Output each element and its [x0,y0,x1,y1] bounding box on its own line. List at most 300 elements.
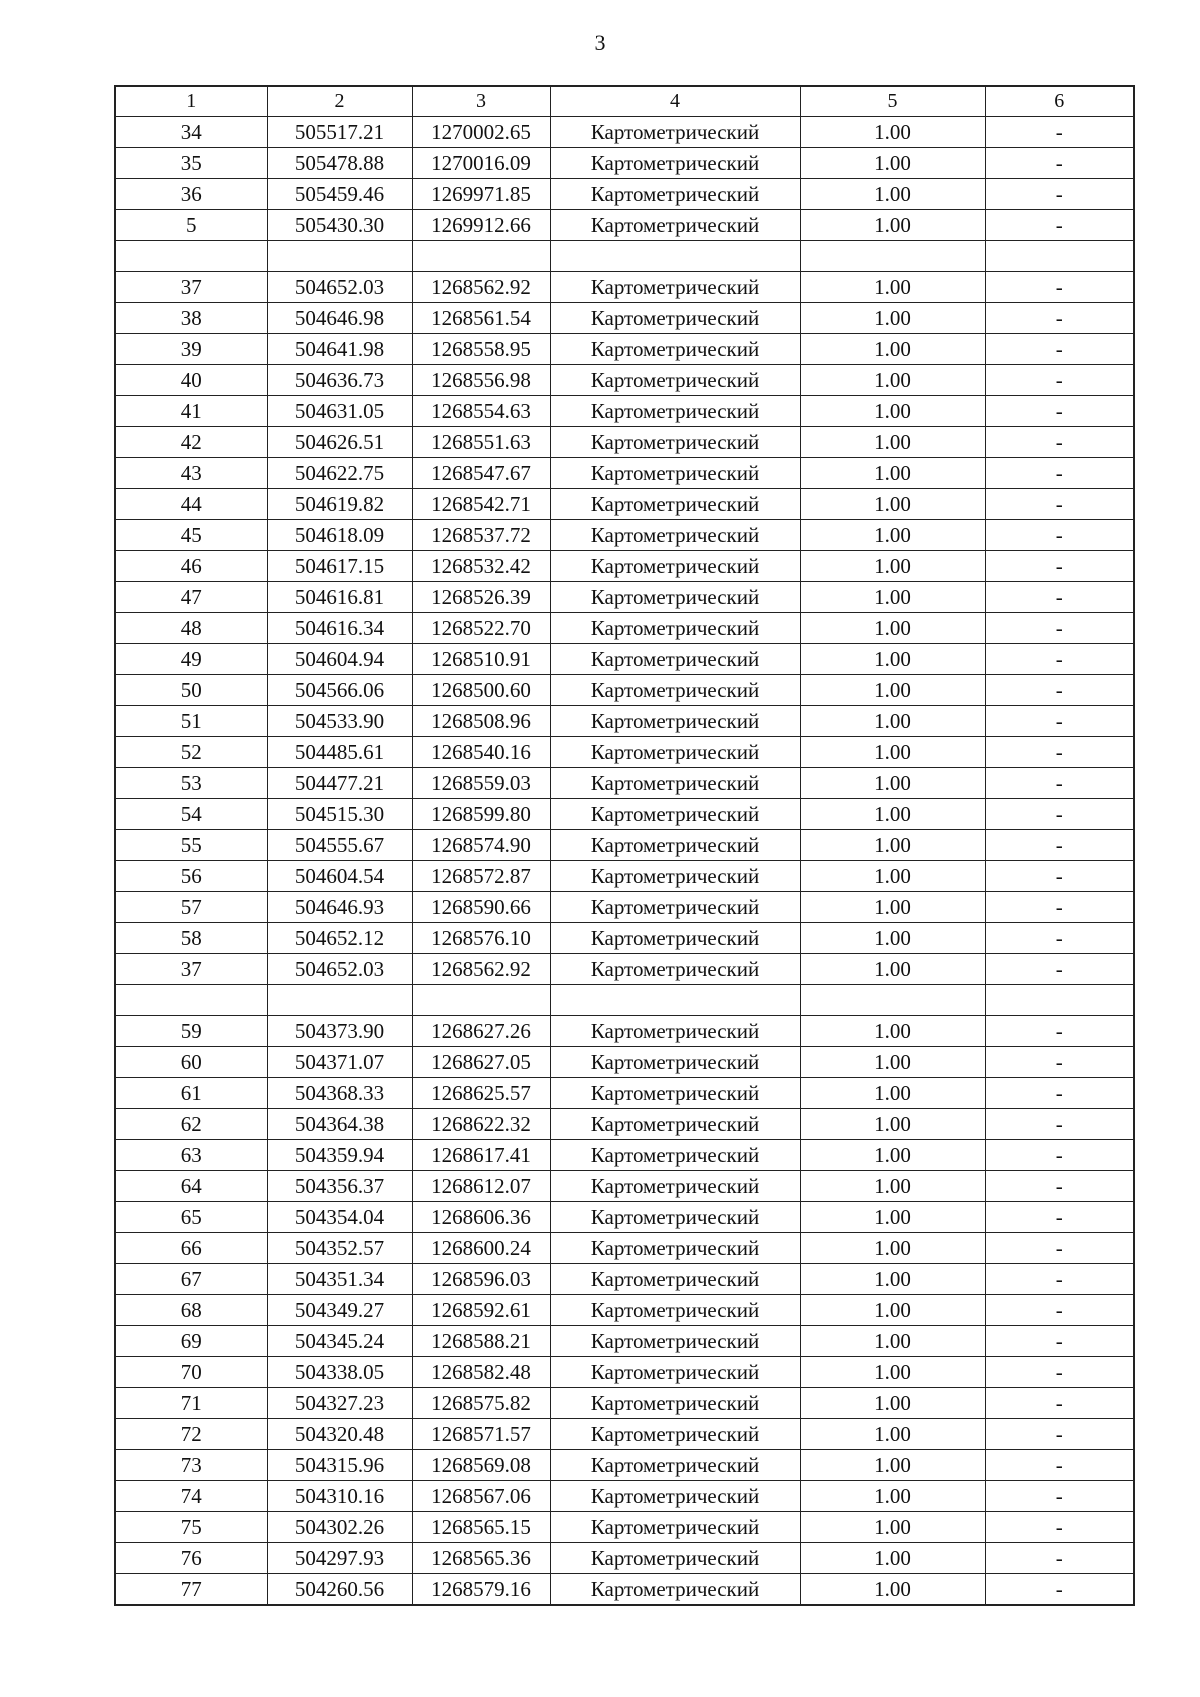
cell-x-coordinate: 504566.06 [267,675,412,706]
cell-note: - [985,1078,1134,1109]
cell-y-coordinate: 1268500.60 [412,675,550,706]
cell-point-number [115,985,267,1016]
cell-method: Картометрический [550,272,800,303]
cell-accuracy: 1.00 [800,1202,985,1233]
cell-point-number: 45 [115,520,267,551]
cell-y-coordinate: 1268606.36 [412,1202,550,1233]
cell-point-number: 37 [115,272,267,303]
table-row [115,1078,1134,1109]
cell-point-number: 34 [115,117,267,148]
cell-note: - [985,799,1134,830]
cell-note: - [985,1233,1134,1264]
cell-method: Картометрический [550,1419,800,1450]
cell-note: - [985,458,1134,489]
cell-point-number: 69 [115,1326,267,1357]
cell-point-number: 71 [115,1388,267,1419]
cell-method: Картометрический [550,675,800,706]
cell-method: Картометрический [550,799,800,830]
cell-point-number: 56 [115,861,267,892]
cell-accuracy: 1.00 [800,1140,985,1171]
cell-method: Картометрический [550,520,800,551]
cell-y-coordinate: 1268592.61 [412,1295,550,1326]
cell-note: - [985,148,1134,179]
cell-method: Картометрический [550,551,800,582]
cell-point-number: 53 [115,768,267,799]
cell-accuracy: 1.00 [800,1543,985,1574]
cell-y-coordinate: 1268612.07 [412,1171,550,1202]
table-row [115,1171,1134,1202]
cell-x-coordinate: 504555.67 [267,830,412,861]
cell-method: Картометрический [550,1512,800,1543]
cell-y-coordinate: 1268551.63 [412,427,550,458]
cell-note: - [985,520,1134,551]
cell-method: Картометрический [550,706,800,737]
cell-x-coordinate: 504359.94 [267,1140,412,1171]
cell-y-coordinate: 1268576.10 [412,923,550,954]
cell-note: - [985,179,1134,210]
cell-y-coordinate: 1268554.63 [412,396,550,427]
cell-point-number: 38 [115,303,267,334]
cell-x-coordinate: 505478.88 [267,148,412,179]
cell-method: Картометрический [550,861,800,892]
cell-note: - [985,1357,1134,1388]
cell-x-coordinate: 504617.15 [267,551,412,582]
cell-note: - [985,768,1134,799]
cell-x-coordinate: 504533.90 [267,706,412,737]
table-row [115,551,1134,582]
cell-note: - [985,427,1134,458]
cell-point-number: 52 [115,737,267,768]
cell-accuracy: 1.00 [800,1388,985,1419]
cell-point-number: 44 [115,489,267,520]
cell-point-number: 61 [115,1078,267,1109]
cell-point-number: 46 [115,551,267,582]
table-row [115,1140,1134,1171]
cell-y-coordinate: 1268526.39 [412,582,550,613]
cell-x-coordinate: 504368.33 [267,1078,412,1109]
table-header-row [115,86,1134,117]
cell-note: - [985,272,1134,303]
cell-point-number: 36 [115,179,267,210]
cell-method: Картометрический [550,396,800,427]
cell-y-coordinate: 1268532.42 [412,551,550,582]
cell-y-coordinate: 1268625.57 [412,1078,550,1109]
cell-accuracy: 1.00 [800,210,985,241]
cell-x-coordinate: 504345.24 [267,1326,412,1357]
table-row [115,706,1134,737]
table-row [115,737,1134,768]
cell-note: - [985,1574,1134,1606]
cell-y-coordinate: 1268627.26 [412,1016,550,1047]
table-row [115,458,1134,489]
cell-note: - [985,1264,1134,1295]
cell-x-coordinate: 504477.21 [267,768,412,799]
cell-point-number: 41 [115,396,267,427]
cell-method [550,241,800,272]
table-row [115,1357,1134,1388]
cell-point-number: 58 [115,923,267,954]
cell-point-number: 43 [115,458,267,489]
cell-note: - [985,334,1134,365]
cell-y-coordinate: 1268569.08 [412,1450,550,1481]
cell-x-coordinate: 504622.75 [267,458,412,489]
table-row [115,1047,1134,1078]
table-row [115,768,1134,799]
table-row [115,644,1134,675]
cell-note: - [985,613,1134,644]
cell-note: - [985,644,1134,675]
cell-method: Картометрический [550,1016,800,1047]
cell-point-number: 48 [115,613,267,644]
cell-note: - [985,1140,1134,1171]
cell-note [985,241,1134,272]
cell-accuracy: 1.00 [800,706,985,737]
table-row [115,923,1134,954]
cell-method: Картометрический [550,1233,800,1264]
cell-y-coordinate: 1268622.32 [412,1109,550,1140]
cell-x-coordinate: 504327.23 [267,1388,412,1419]
cell-x-coordinate: 504320.48 [267,1419,412,1450]
cell-note: - [985,1295,1134,1326]
cell-note: - [985,1512,1134,1543]
cell-method: Картометрический [550,1140,800,1171]
cell-y-coordinate: 1268574.90 [412,830,550,861]
cell-x-coordinate: 504604.54 [267,861,412,892]
cell-accuracy: 1.00 [800,551,985,582]
table-row [115,830,1134,861]
cell-method: Картометрический [550,830,800,861]
table-row [115,117,1134,148]
table-row [115,427,1134,458]
cell-x-coordinate: 504646.98 [267,303,412,334]
cell-x-coordinate: 505430.30 [267,210,412,241]
table-row [115,861,1134,892]
cell-y-coordinate: 1268558.95 [412,334,550,365]
column-header-method: 4 [550,86,800,117]
table-row [115,1264,1134,1295]
cell-accuracy: 1.00 [800,1295,985,1326]
cell-accuracy: 1.00 [800,892,985,923]
cell-method: Картометрический [550,1388,800,1419]
cell-note: - [985,303,1134,334]
cell-accuracy: 1.00 [800,427,985,458]
cell-note: - [985,1543,1134,1574]
cell-x-coordinate: 505517.21 [267,117,412,148]
cell-accuracy [800,241,985,272]
cell-accuracy: 1.00 [800,675,985,706]
cell-method: Картометрический [550,1326,800,1357]
cell-y-coordinate: 1268522.70 [412,613,550,644]
cell-method: Картометрический [550,644,800,675]
cell-method: Картометрический [550,458,800,489]
cell-note: - [985,582,1134,613]
table-row [115,1109,1134,1140]
cell-x-coordinate: 504618.09 [267,520,412,551]
cell-note: - [985,396,1134,427]
cell-method: Картометрический [550,737,800,768]
cell-method: Картометрический [550,1078,800,1109]
cell-method: Картометрический [550,210,800,241]
cell-note: - [985,551,1134,582]
table-row [115,1388,1134,1419]
cell-note: - [985,1202,1134,1233]
table-row [115,1574,1134,1606]
cell-method: Картометрический [550,1450,800,1481]
cell-method: Картометрический [550,1481,800,1512]
cell-y-coordinate: 1268508.96 [412,706,550,737]
cell-y-coordinate: 1268590.66 [412,892,550,923]
cell-x-coordinate: 505459.46 [267,179,412,210]
table-row [115,210,1134,241]
cell-point-number: 62 [115,1109,267,1140]
cell-method: Картометрический [550,768,800,799]
cell-accuracy: 1.00 [800,365,985,396]
cell-point-number: 39 [115,334,267,365]
cell-method: Картометрический [550,1047,800,1078]
cell-y-coordinate: 1268537.72 [412,520,550,551]
cell-accuracy: 1.00 [800,520,985,551]
cell-point-number: 5 [115,210,267,241]
table-row [115,1481,1134,1512]
cell-x-coordinate: 504349.27 [267,1295,412,1326]
cell-point-number: 74 [115,1481,267,1512]
cell-method: Картометрический [550,1295,800,1326]
cell-accuracy: 1.00 [800,1481,985,1512]
cell-x-coordinate: 504315.96 [267,1450,412,1481]
cell-accuracy: 1.00 [800,117,985,148]
cell-point-number: 77 [115,1574,267,1606]
cell-method: Картометрический [550,1543,800,1574]
cell-point-number: 37 [115,954,267,985]
table-row [115,396,1134,427]
cell-accuracy: 1.00 [800,1264,985,1295]
table-row [115,675,1134,706]
cell-method: Картометрический [550,923,800,954]
table-row [115,489,1134,520]
cell-accuracy: 1.00 [800,799,985,830]
cell-x-coordinate: 504604.94 [267,644,412,675]
cell-note: - [985,830,1134,861]
cell-method: Картометрический [550,892,800,923]
cell-accuracy: 1.00 [800,1357,985,1388]
cell-y-coordinate: 1268562.92 [412,272,550,303]
page-number: 3 [594,30,606,55]
cell-note: - [985,1419,1134,1450]
cell-note: - [985,1047,1134,1078]
cell-y-coordinate: 1268575.82 [412,1388,550,1419]
cell-method: Картометрический [550,954,800,985]
table-row [115,179,1134,210]
cell-method: Картометрический [550,117,800,148]
cell-accuracy: 1.00 [800,489,985,520]
table-row [115,148,1134,179]
cell-accuracy: 1.00 [800,1419,985,1450]
table-row [115,1202,1134,1233]
cell-accuracy: 1.00 [800,861,985,892]
cell-point-number: 67 [115,1264,267,1295]
table-row [115,954,1134,985]
cell-x-coordinate: 504631.05 [267,396,412,427]
cell-y-coordinate: 1268542.71 [412,489,550,520]
cell-x-coordinate: 504310.16 [267,1481,412,1512]
cell-point-number: 68 [115,1295,267,1326]
column-header-x-coordinate: 2 [267,86,412,117]
cell-point-number: 57 [115,892,267,923]
cell-method: Картометрический [550,489,800,520]
table-row [115,1419,1134,1450]
cell-note: - [985,1481,1134,1512]
cell-y-coordinate: 1269971.85 [412,179,550,210]
cell-note: - [985,675,1134,706]
cell-y-coordinate [412,241,550,272]
table-row [115,613,1134,644]
cell-accuracy [800,985,985,1016]
cell-accuracy: 1.00 [800,768,985,799]
table-spacer-row [115,985,1134,1016]
cell-note: - [985,892,1134,923]
cell-point-number: 70 [115,1357,267,1388]
table-row [115,365,1134,396]
cell-x-coordinate: 504641.98 [267,334,412,365]
table-row [115,272,1134,303]
column-header-y-coordinate: 3 [412,86,550,117]
cell-accuracy: 1.00 [800,1512,985,1543]
column-header-note: 6 [985,86,1134,117]
cell-x-coordinate: 504297.93 [267,1543,412,1574]
cell-y-coordinate: 1268565.36 [412,1543,550,1574]
cell-method: Картометрический [550,334,800,365]
cell-point-number: 47 [115,582,267,613]
cell-accuracy: 1.00 [800,1574,985,1606]
cell-note: - [985,1450,1134,1481]
cell-x-coordinate: 504515.30 [267,799,412,830]
cell-point-number: 51 [115,706,267,737]
cell-x-coordinate: 504616.81 [267,582,412,613]
cell-x-coordinate: 504652.03 [267,954,412,985]
cell-x-coordinate: 504260.56 [267,1574,412,1606]
cell-method [550,985,800,1016]
cell-x-coordinate: 504652.03 [267,272,412,303]
cell-accuracy: 1.00 [800,613,985,644]
cell-method: Картометрический [550,1202,800,1233]
cell-point-number: 63 [115,1140,267,1171]
table-body [115,86,1134,1605]
cell-y-coordinate: 1270016.09 [412,148,550,179]
cell-x-coordinate: 504652.12 [267,923,412,954]
cell-x-coordinate: 504373.90 [267,1016,412,1047]
table-row [115,1543,1134,1574]
cell-y-coordinate: 1268617.41 [412,1140,550,1171]
cell-accuracy: 1.00 [800,923,985,954]
cell-point-number: 73 [115,1450,267,1481]
cell-y-coordinate: 1270002.65 [412,117,550,148]
cell-method: Картометрический [550,1109,800,1140]
cell-accuracy: 1.00 [800,1047,985,1078]
cell-point-number: 64 [115,1171,267,1202]
cell-accuracy: 1.00 [800,303,985,334]
table-row [115,303,1134,334]
cell-accuracy: 1.00 [800,1078,985,1109]
cell-x-coordinate: 504352.57 [267,1233,412,1264]
cell-y-coordinate: 1268582.48 [412,1357,550,1388]
cell-method: Картометрический [550,365,800,396]
cell-note: - [985,117,1134,148]
cell-x-coordinate: 504338.05 [267,1357,412,1388]
cell-accuracy: 1.00 [800,644,985,675]
cell-method: Картометрический [550,1357,800,1388]
cell-accuracy: 1.00 [800,396,985,427]
cell-point-number: 42 [115,427,267,458]
cell-y-coordinate: 1268559.03 [412,768,550,799]
cell-y-coordinate: 1268567.06 [412,1481,550,1512]
cell-method: Картометрический [550,1171,800,1202]
cell-x-coordinate: 504364.38 [267,1109,412,1140]
cell-point-number: 72 [115,1419,267,1450]
cell-note: - [985,365,1134,396]
cell-point-number: 49 [115,644,267,675]
cell-y-coordinate: 1268571.57 [412,1419,550,1450]
table-row [115,520,1134,551]
cell-accuracy: 1.00 [800,737,985,768]
table-spacer-row [115,241,1134,272]
cell-y-coordinate: 1268588.21 [412,1326,550,1357]
cell-x-coordinate: 504302.26 [267,1512,412,1543]
cell-note [985,985,1134,1016]
table-row [115,1016,1134,1047]
cell-y-coordinate: 1268547.67 [412,458,550,489]
cell-note: - [985,1388,1134,1419]
table-row [115,799,1134,830]
cell-accuracy: 1.00 [800,179,985,210]
cell-point-number: 40 [115,365,267,396]
cell-accuracy: 1.00 [800,1326,985,1357]
cell-note: - [985,1171,1134,1202]
cell-method: Картометрический [550,179,800,210]
cell-y-coordinate: 1269912.66 [412,210,550,241]
cell-accuracy: 1.00 [800,458,985,489]
cell-accuracy: 1.00 [800,1109,985,1140]
cell-x-coordinate: 504636.73 [267,365,412,396]
cell-method: Картометрический [550,148,800,179]
cell-point-number: 76 [115,1543,267,1574]
column-header-point-number: 1 [115,86,267,117]
cell-accuracy: 1.00 [800,1171,985,1202]
cell-y-coordinate: 1268540.16 [412,737,550,768]
cell-y-coordinate: 1268556.98 [412,365,550,396]
cell-point-number: 59 [115,1016,267,1047]
cell-point-number: 54 [115,799,267,830]
cell-accuracy: 1.00 [800,148,985,179]
cell-x-coordinate: 504371.07 [267,1047,412,1078]
cell-method: Картометрический [550,303,800,334]
cell-accuracy: 1.00 [800,334,985,365]
cell-y-coordinate: 1268561.54 [412,303,550,334]
cell-y-coordinate [412,985,550,1016]
cell-accuracy: 1.00 [800,1233,985,1264]
cell-accuracy: 1.00 [800,582,985,613]
table-row [115,334,1134,365]
cell-accuracy: 1.00 [800,272,985,303]
coordinates-table [114,85,1135,1606]
cell-point-number: 60 [115,1047,267,1078]
cell-note: - [985,861,1134,892]
cell-y-coordinate: 1268565.15 [412,1512,550,1543]
cell-x-coordinate: 504351.34 [267,1264,412,1295]
cell-point-number: 50 [115,675,267,706]
cell-point-number: 66 [115,1233,267,1264]
cell-y-coordinate: 1268572.87 [412,861,550,892]
cell-method: Картометрический [550,1574,800,1606]
